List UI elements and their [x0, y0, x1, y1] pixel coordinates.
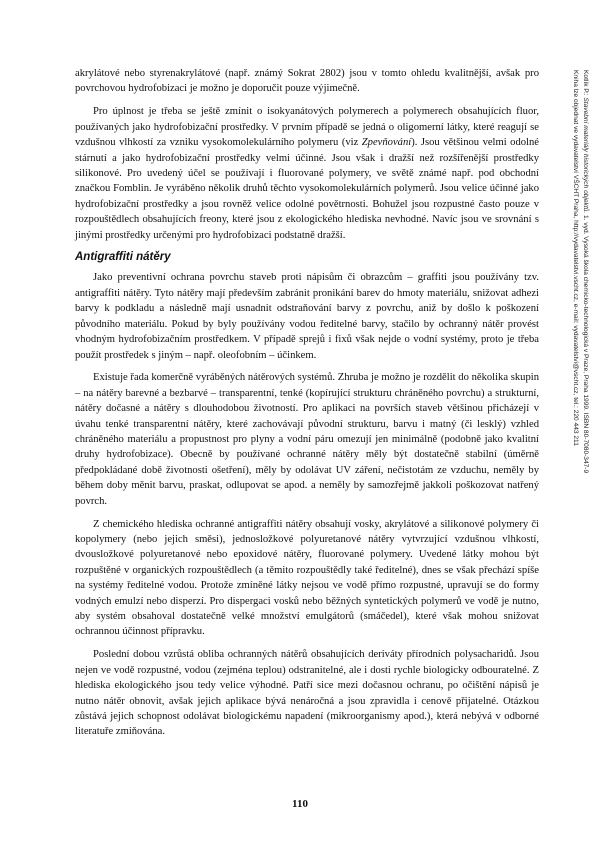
- citation-author: Kotlík P.:: [582, 70, 589, 98]
- paragraph-text-part: ). Jsou většinou velmi odolné stárnutí a jako hydrofobizační prostředky velmi účinné. Jsou však i dražší než rozšířenější prostředky silikonové. Pro uvedený účel se používají i fluorované polymery, ve světě známé např. pod obchodní značkou Fomblin. Je vyráběno několik druhů těchto vysokomolekulárních polymerů. Jsou velice účinné jako hydrofobizační prostředky a jsou rovněž velice odolné povětrnosti. Bohužel jsou rozpustné často pouze v rozpouštědlech obsahujících freony, které jsou z ekologického hlediska nevhodné. Navíc jsou ve srovnání s jinými prostředky určenými pro hydrofobizaci podstatně dražší.: [75, 137, 539, 241]
- side-citation-note: [560, 70, 590, 590]
- paragraph-polysaccharides: Poslední dobou vzrůstá obliba ochranných nátěrů obsahujících deriváty přírodních polysacharidů. Jsou nejen ve vodě rozpustné, vodou (zejména teplou) odstranitelné, ale i dosti rychle biologicky odbouratelné. Z hlediska ekologického jsou tedy velice výhodné. Patří sice mezi dočasnou ochranu, po očištění nápisů je nutno nátěr obnovit, avšak jejich aplikace bývá nenáročná a jsou zpravidla i cenově přijatelné. Otázkou zůstává jejich schopnost odolávat biologickému napadení (mikroorganismy apod.), která nebývá v odborné literatuře zmiňována.: [75, 649, 539, 738]
- citation-line-2: Kniha lze objednat ve vydavatelství VŠCHT Praha, http://vydavatelstvi.vscht.cz, e-mail: vydavatelstvi@vscht.cz, tel.: 220 443 211: [572, 70, 579, 446]
- paragraph-text-part: Pro úplnost je třeba se ještě zmínit o isokyanátových polymerech a polymerech obsahujících fluor, používaných jako hydrofobizační prostředky. V prvním případě se jedná o oligomerní látky, které reagují se vzdušnou vlhkostí za vzniku vysokomolekulárního polymeru (viz: [75, 106, 539, 149]
- paragraph-isocyanate-polymers: [75, 104, 539, 243]
- page-number: 110: [292, 798, 308, 810]
- citation-title: Stavební materiály historických objektů.: [582, 97, 589, 214]
- cross-reference-zpevnovani: Zpevňování: [361, 137, 412, 149]
- paragraph-coating-systems: Existuje řada komerčně vyráběných nátěrových systémů. Zhruba je možno je rozdělit do několika skupin – na nátěry barevné a bezbarvé – transparentní, tenké (kopírující strukturu chráněného povrchu) a strukturní, nátěry dočasné a nátěry s dlouhodobou životností. Pro aplikaci na površích staveb většinou přicházejí v úvahu tenké transparentní nátěry, které zachovávají původní strukturu, barvu i matný (či lesklý) vzhled chráněného materiálu a propustnost pro plyny a vodní páru omezují jen minimálně (podobně jako kvalitní druhy hydrofobizace). Obecně by používané ochranné nátěry měly být dostatečně stabilní (úměrně předpokládané době životnosti ošetření), měly by odolávat UV záření, nečistotám ze vzduchu, neměly by během doby měnit barvu, praskat, odlupovat se apod. a neměly by samozřejmě jakkoli poškozovat natřený povrch.: [75, 372, 539, 507]
- citation-publisher: 1. vyd. Vysoká škola chemicko-technologická v Praze, Praha 1999. ISBN 80-7080-347-9: [582, 213, 589, 474]
- paragraph-continuation: akrylátové nebo styrenakrylátové (např. známý Sokrat 2802) jsou v tomto ohledu kvalitnější, avšak pro povrchovou hydrofobizaci je možno je doporučit pouze výjimečně.: [75, 68, 539, 95]
- paragraph-chemical-composition: Z chemického hlediska ochranné antigraffiti nátěry obsahují vosky, akrylátové a silikonové polymery či kopolymery (nebo jejich směsi), jednosložkové polyuretanové nátěry vytvrzující vzdušnou vlhkostí, dvousložkové polyuretanové nebo epoxidové nátěry, fluorované polymery. Uvedené látky mohou být rozpuštěné v organických rozpouštědlech (a těmito rozpouštědly také ředitelné), dnes se však přechází spíše na systémy ředitelné vodou. Protože zmíněné látky nejsou ve vodě přímo rozpustné, upravují se do formy vodných emulzí nebo disperzí. Pro dispergaci vosků nebo běžných syntetických polymerů ve vodě je nutno, aby systém obsahoval dostatečně velké množství emulgátorů (smáčedel), které však mohou snižovat ochrannou účinnost přípravku.: [75, 518, 539, 638]
- paragraph-antigraffiti-intro: Jako preventivní ochrana povrchu staveb proti nápisům či obrazcům – graffiti jsou používány tzv. antigraffiti nátěry. Tyto nátěry mají především zabránit pronikání barev do hmoty materiálu, snižovat adhezi barvy k podkladu a následně mají usnadnit odstraňování barvy z povrchu, aniž by došlo k poškození původního materiálu. Pokud by byly používány vodou ředitelné barvy, stačilo by ochranný nátěr provést vhodným hydrofobizačním prostředkem. V případě sprejů i fixů však nejde o vodní systémy, proto je třeba použít prostředek s jiným – např. oleofobním – účinkem.: [75, 272, 539, 361]
- body-text: [75, 66, 539, 747]
- section-heading-antigraffiti: Antigraffiti nátěry: [75, 251, 171, 264]
- citation-line-1: [580, 70, 590, 590]
